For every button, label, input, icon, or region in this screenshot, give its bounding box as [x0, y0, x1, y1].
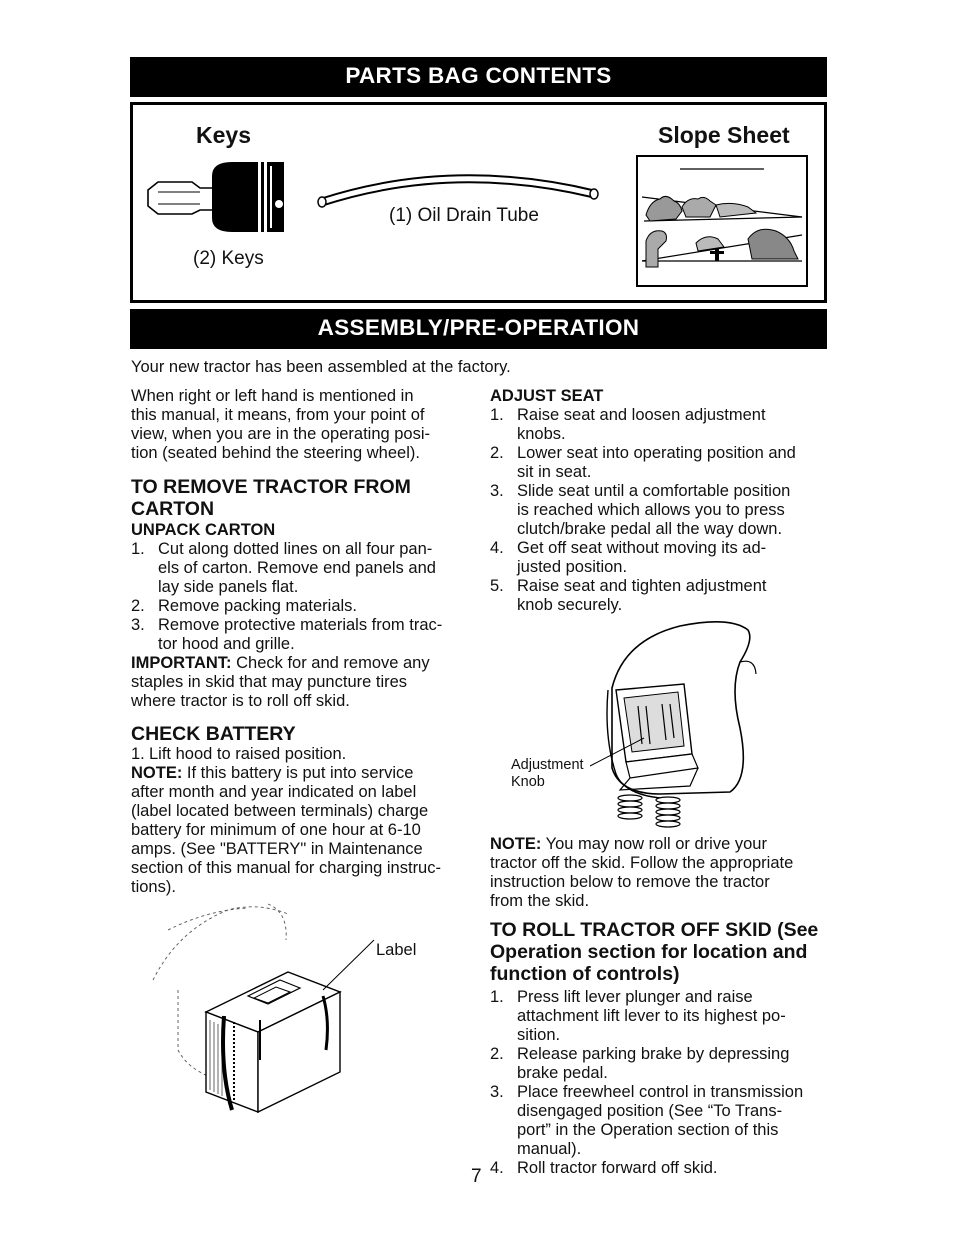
- text-line: Release parking brake by depressing: [517, 1045, 790, 1063]
- seat-steps: [490, 406, 830, 615]
- note-label: NOTE:: [490, 835, 542, 853]
- slope-sheet-title: Slope Sheet: [658, 122, 790, 148]
- label-line: Adjustment: [511, 757, 584, 773]
- text-line: where tractor is to roll off skid.: [131, 692, 350, 710]
- text-line: Press lift lever plunger and raise: [517, 988, 753, 1006]
- key-icon: [140, 158, 290, 240]
- list-item: [131, 745, 471, 764]
- battery-note: [131, 764, 471, 897]
- step-number: 3.: [490, 1083, 504, 1101]
- text-line: Slide seat until a comfortable position: [517, 482, 791, 500]
- oil-drain-tube-caption: (1) Oil Drain Tube: [389, 205, 539, 226]
- text-line: Roll tractor forward off skid.: [517, 1159, 718, 1177]
- slope-sheet-icon: [636, 155, 808, 287]
- text-line: attachment lift lever to its highest po-: [517, 1007, 786, 1025]
- heading-line: function of controls): [490, 963, 680, 985]
- step-number: 1.: [490, 406, 504, 424]
- text-line: Remove packing materials.: [158, 597, 357, 615]
- text-line: staples in skid that may puncture tires: [131, 673, 408, 691]
- text-line: knobs.: [517, 425, 566, 443]
- roll-steps: [490, 988, 835, 1178]
- text-line: sition.: [517, 1026, 561, 1044]
- heading-line: TO ROLL TRACTOR OFF SKID (See: [490, 919, 819, 941]
- left-column: [131, 387, 471, 897]
- step-number: 4.: [490, 539, 504, 557]
- step-number: 3.: [490, 482, 504, 500]
- parts-bag-banner: [130, 57, 827, 97]
- right-column-lower: [490, 835, 835, 1178]
- battery-label-caption: Label: [376, 941, 417, 959]
- check-battery-heading: CHECK BATTERY: [131, 723, 296, 745]
- assembly-banner: [130, 309, 827, 349]
- text-line: Raise seat and loosen adjustment: [517, 406, 766, 424]
- keys-caption: (2) Keys: [193, 248, 264, 269]
- list-item: [490, 406, 830, 444]
- text-line: lay side panels flat.: [158, 578, 299, 596]
- roll-tractor-heading: [490, 919, 835, 985]
- text-line: view, when you are in the operating posi-: [131, 425, 431, 443]
- unpack-carton-heading: UNPACK CARTON: [131, 521, 276, 539]
- list-item: [490, 988, 835, 1045]
- list-item: [490, 482, 830, 539]
- step-number: 2.: [490, 444, 504, 462]
- text-line: from the skid.: [490, 892, 590, 910]
- text-line: Check for and remove any: [231, 654, 430, 672]
- assembly-banner-text: ASSEMBLY/PRE-OPERATION: [317, 315, 640, 340]
- adjust-seat-heading: ADJUST SEAT: [490, 387, 604, 405]
- keys-title: Keys: [196, 122, 251, 148]
- text-line: this manual, it means, from your point of: [131, 406, 425, 424]
- text-line: justed position.: [517, 558, 628, 576]
- text-line: Lower seat into operating position and: [517, 444, 796, 462]
- battery-steps: [131, 745, 471, 764]
- heading-line: CARTON: [131, 498, 215, 520]
- text-line: Get off seat without moving its ad-: [517, 539, 767, 557]
- important-label: IMPORTANT:: [131, 654, 232, 672]
- heading-line: TO REMOVE TRACTOR FROM: [131, 476, 411, 498]
- heading-line: Operation section for location and: [490, 941, 808, 963]
- list-item: [131, 616, 471, 654]
- step-number: 1.: [131, 745, 145, 763]
- remove-tractor-heading: [131, 476, 471, 520]
- text-line: If this battery is put into service: [182, 764, 414, 782]
- text-line: port” in the Operation section of this: [517, 1121, 779, 1139]
- step-number: 1.: [131, 540, 145, 558]
- text-line: When right or left hand is mentioned in: [131, 387, 414, 405]
- text-line: disengaged position (See “To Trans-: [517, 1102, 783, 1120]
- text-line: manual).: [517, 1140, 582, 1158]
- step-number: 1.: [490, 988, 504, 1006]
- text-line: Raise seat and tighten adjustment: [517, 577, 767, 595]
- list-item: [131, 540, 471, 597]
- text-line: tion (seated behind the steering wheel).: [131, 444, 420, 462]
- note-label: NOTE:: [131, 764, 183, 782]
- adjustment-knob-label: [511, 757, 584, 791]
- step-number: 5.: [490, 577, 504, 595]
- text-line: sit in seat.: [517, 463, 592, 481]
- intro-text: Your new tractor has been assembled at the factory.: [131, 358, 511, 376]
- step-number: 2.: [490, 1045, 504, 1063]
- list-item: [490, 444, 830, 482]
- page-number: 7: [471, 1166, 482, 1187]
- list-item: [131, 597, 471, 616]
- text-line: Place freewheel control in transmission: [517, 1083, 804, 1101]
- list-item: [490, 1083, 835, 1159]
- text-line: battery for minimum of one hour at 6-10: [131, 821, 421, 839]
- text-line: (label located between terminals) charge: [131, 802, 429, 820]
- list-item: [490, 539, 830, 577]
- text-line: knob securely.: [517, 596, 623, 614]
- seat-illustration: [590, 618, 770, 833]
- text-line: tor hood and grille.: [158, 635, 295, 653]
- right-column: [490, 387, 830, 615]
- important-paragraph: [131, 654, 471, 711]
- hand-paragraph: [131, 387, 471, 463]
- step-number: 4.: [490, 1159, 504, 1177]
- text-line: Lift hood to raised position.: [149, 745, 347, 763]
- skid-note: [490, 835, 835, 911]
- step-number: 3.: [131, 616, 145, 634]
- text-line: brake pedal.: [517, 1064, 608, 1082]
- list-item: [490, 577, 830, 615]
- step-number: 2.: [131, 597, 145, 615]
- text-line: after month and year indicated on label: [131, 783, 417, 801]
- oil-drain-tube-icon: [312, 170, 602, 210]
- label-line: Knob: [511, 774, 545, 790]
- text-line: instruction below to remove the tractor: [490, 873, 770, 891]
- parts-bag-banner-text: PARTS BAG CONTENTS: [345, 63, 612, 88]
- text-line: els of carton. Remove end panels and: [158, 559, 436, 577]
- list-item: [490, 1045, 835, 1083]
- text-line: You may now roll or drive your: [541, 835, 767, 853]
- battery-illustration: [148, 900, 378, 1120]
- text-line: is reached which allows you to press: [517, 501, 785, 519]
- unpack-steps: [131, 540, 471, 654]
- text-line: tractor off the skid. Follow the appropriate: [490, 854, 794, 872]
- text-line: section of this manual for charging instruc-: [131, 859, 441, 877]
- text-line: amps. (See "BATTERY" in Maintenance: [131, 840, 423, 858]
- text-line: tions).: [131, 878, 176, 896]
- text-line: clutch/brake pedal all the way down.: [517, 520, 783, 538]
- text-line: Remove protective materials from trac-: [158, 616, 443, 634]
- list-item: [490, 1159, 835, 1178]
- text-line: Cut along dotted lines on all four pan-: [158, 540, 433, 558]
